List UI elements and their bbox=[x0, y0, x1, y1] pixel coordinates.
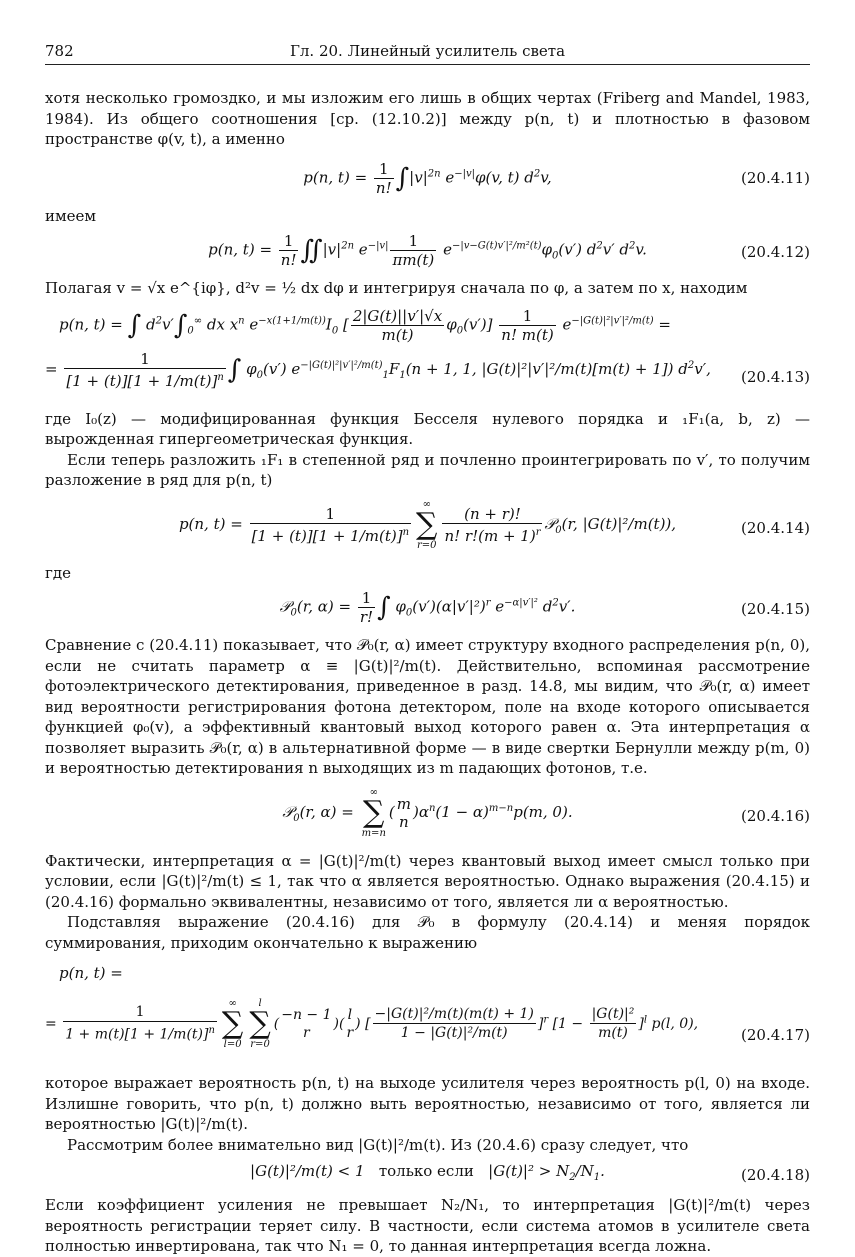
paragraph: Сравнение с (20.4.11) показывает, что 𝒫₀(r, α) имеет структуру входного распределения p(n, 0), если не считать параметр α ≡ |G(t)|²/m(t). Действительно, вспоминая рассмотрение фотоэлектрического детектирования, приведенное в разд. 14.8, мы видим, что 𝒫₀(r, α) имеет вид вероятности регистрирования фотона детектором, поле на входе которого описывается функцией φ₀(v), а эффективный квантовый выход которого равен α. Эта интерпретация α позволяет выразить 𝒫₀(r, α) в альтернативной форме — в виде свертки Бернулли между p(m, 0) и вероятностью детектирования n выходящих из m падающих фотонов, т.е. bbox=[45, 636, 810, 777]
paragraph: где I₀(z) — модифицированная функция Бесселя нулевого порядка и ₁F₁(a, b, z) — вырожденная гипергеометрическая функция. bbox=[45, 409, 810, 448]
equation-number: (20.4.15) bbox=[741, 599, 810, 618]
page-number: 782 bbox=[45, 42, 74, 60]
paragraph: Фактически, интерпретация α = |G(t)|²/m(t) через квантовый выход имеет смысл только при условии, если |G(t)|²/m(t) ≤ 1, так что α является вероятностью. Однако выражения (20.4.15) и (20.4.16) формально эквивалентны, независимо от того, является ли α вероятностью. bbox=[45, 851, 810, 911]
equation-20-4-15: 𝒫$_0$(r, α) = $\frac{1}{r!}$ ∫ $\varphi_0(v')(\alpha|v'|^2)^r$ $e^{-\alpha|v'|^2}$ $d^2v'$. (20.4.15) bbox=[279, 589, 810, 626]
page-header bbox=[45, 42, 810, 65]
equation-20-4-17: p(n, t) = = $\frac{1}{1 + m(t)[1 + 1/m(t)]^n}$ ∞ ∑ l=0 l ∑ r=0 ( −n − 1 r )( l r ) [ $\frac{\text{−|G(t)|²/m(t)(m(t) + 1)}}{\text{1 − |G(t)|²/m(t)}}$ ]$^r$ [1 − $\frac{\text{|G(t)|²}}{m(t)}$ ]$^l$ p(l, 0), (20.4.17) bbox=[45, 964, 810, 1050]
equation-20-4-18: |G(t)|²/m(t) < 1 только если $|G(t)|^2 > N_2/N_1$. (20.4.18) bbox=[250, 1162, 810, 1184]
paragraph: Рассмотрим более внимательно вид |G(t)|²/m(t). Из (20.4.6) сразу следует, что bbox=[67, 1135, 689, 1154]
paragraph: где bbox=[45, 563, 71, 582]
running-title: Гл. 20. Линейный усилитель света bbox=[289, 42, 566, 60]
equation-number: (20.4.14) bbox=[741, 518, 810, 537]
paragraph: Если коэффициент усиления не превышает N₂/N₁, то интерпретация |G(t)|²/m(t) через вероятность регистрации теряет силу. В частности, если система атомов в усилителе света полностью инвертирована, так что N₁ = 0, то данная интерпретация всегда ложна. bbox=[45, 1196, 810, 1255]
equation-number: (20.4.11) bbox=[741, 168, 810, 187]
equation-number: (20.4.12) bbox=[741, 242, 810, 261]
paragraph: хотя несколько громоздко, и мы изложим его лишь в общих чертах (Friberg and Mandel, 1983, 1984). Из общего соотношения [ср. (12.10.2)] между p(n, t) и плотностью в фазовом пространстве φ(v, t), а именно bbox=[45, 89, 810, 148]
paragraph: Подставляя выражение (20.4.16) для 𝒫₀ в формулу (20.4.14) и меняя порядок суммирования, приходим окончательно к выражению bbox=[45, 913, 810, 952]
paragraph: имеем bbox=[45, 206, 97, 225]
paragraph: Полагая v = √x e^{iφ}, d²v = ½ dx dφ и интегрируя сначала по φ, а затем по x, находим bbox=[45, 279, 748, 297]
equation-text: только если bbox=[378, 1162, 474, 1180]
equation-number: (20.4.16) bbox=[741, 806, 810, 825]
equation-number: (20.4.17) bbox=[741, 1025, 810, 1044]
paragraph: которое выражает вероятность p(n, t) на выходе усилителя через вероятность p(l, 0) на входе. Излишне говорить, что p(n, t) должно выть вероятностью, независимо от того, является ли вероятностью |G(t)|²/m(t). bbox=[45, 1074, 810, 1133]
equation-20-4-11: p(n, t) = $\frac{1}{n!}$ $\int|v|^{2n}$ $e^{-|v|}\varphi(v$, t) $d^2v$, (20.4.11) bbox=[303, 159, 810, 197]
page-body bbox=[45, 88, 810, 1257]
equation-20-4-12: p(n, t) = $\frac{1}{n!}$ $∬|v|^{2n}$ $e^{-|v|}$ $\frac{1}{\pi m(t)}$ $e^{-|v-G(t)v'|^2/m^2(t)}\varphi_0(v')$ $d^2v'$ $d^2v$. (20.4.12) bbox=[208, 232, 810, 269]
equation-number: (20.4.13) bbox=[741, 367, 810, 386]
equation-20-4-14: p(n, t) = $\frac{1}{[1 + (t)][1 + 1/m(t)]^n}$ ∞ ∑ r=0 $\frac{(n + r)!}{n! r!(m + 1)^r}$ 𝒫$_0$(r, |G(t)|²/m(t)), (20.4.14) bbox=[178, 498, 810, 551]
equation-number: (20.4.18) bbox=[741, 1165, 810, 1184]
equation-20-4-16: 𝒫$_0$(r, α) = ∞ ∑ m=n ( m n )$\alpha^n(1 - \alpha)^{m-n}p(m$, 0). (20.4.16) bbox=[282, 786, 810, 839]
equation-20-4-13: p(n, t) = ∫ $d^2v'\int_0^\infty$ dx $x^n$ $e^{-x(1+1/m(t))}I_0$ [ $\frac{2|G(t)||v'|√x}{m(t)}$ $\varphi_0(v')$] $\frac{1}{n! m(t)}$ $e^{-|G(t)|^2|v'|^2/m(t)}$ = = $\frac{1}{[1 + (t)][1 + 1/m(t)]^n}$ ∫ $\varphi_0(v') e^{-|G(t)|^2|v'|^2/m(t)}_1F_1(n + 1$, 1, |G(t)|²|v′|²/m(t)[m(t) + 1]) $d^2v'$, (20.4.13) bbox=[45, 306, 810, 390]
paragraph: Если теперь разложить ₁F₁ в степенной ряд и почленно проинтегрировать по v′, то получим разложение в ряд для p(n, t) bbox=[45, 450, 810, 489]
